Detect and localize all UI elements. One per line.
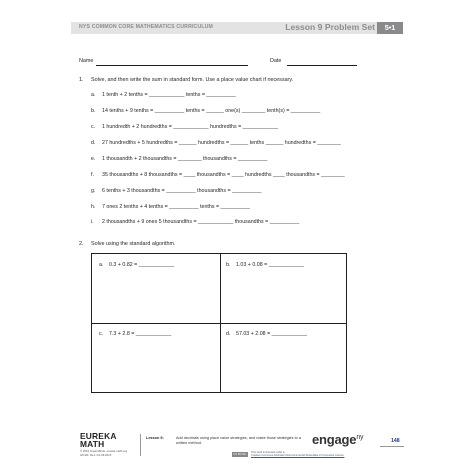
item-h[interactable]: 7 ones 2 tenths + 4 tenths = __________ tenths = __________	[102, 204, 250, 210]
logo-line-2: MATH	[80, 439, 105, 449]
question-1-text: Solve, and then write the sum in standard form. Use a place value chart if necessary.	[91, 77, 294, 83]
item-letter: f.	[91, 172, 94, 178]
item-i[interactable]: 2 thousandths + 9 ones 5 thousandths = ____________ thousandths = __________	[102, 219, 300, 225]
ny-superscript: ny	[356, 434, 364, 441]
item-letter: b.	[91, 108, 96, 114]
logo-line-1: EUREKA	[80, 431, 117, 441]
cell-d[interactable]: 57.03 + 2.08 = ____________	[236, 331, 307, 337]
cell-c[interactable]: 7.3 + 2.8 = ____________	[109, 331, 172, 337]
engageny-logo	[312, 432, 363, 447]
cell-c-letter: c.	[99, 331, 104, 337]
lesson-title: Lesson 9 Problem Set	[285, 22, 375, 32]
item-letter: e.	[91, 156, 96, 162]
cell-d-letter: d.	[226, 331, 231, 337]
cc-license-badge: CC BY-NC-SA	[233, 453, 247, 461]
item-letter: g.	[91, 188, 96, 194]
copyright-line-2: G5-M1-TE-1.3.0-06.2015	[80, 452, 112, 457]
date-label: Date	[270, 58, 282, 64]
module-badge: 5•1	[377, 22, 403, 34]
item-a[interactable]: 1 tenth + 2 tenths = ____________ tenths = __________	[102, 92, 236, 98]
date-field[interactable]	[287, 65, 357, 66]
item-b[interactable]: 14 tenths + 9 tenths = __________ tenths = ______ one(s) ________ tenth(s) = __________	[102, 108, 321, 114]
license-line-1: This work is licensed under a	[251, 451, 285, 454]
copyright	[80, 450, 127, 457]
item-letter: i.	[91, 219, 94, 225]
copyright-line-1: © 2015 Great Minds. eureka-math.org	[80, 449, 128, 453]
license-link[interactable]: Creative Commons Attribution-NonCommercial-ShareAlike 3.0 Unported License.	[251, 454, 345, 458]
item-letter: d.	[91, 140, 96, 146]
item-c[interactable]: 1 hundredth + 2 hundredths = ____________ hundredths = ____________	[102, 124, 278, 130]
item-letter: a.	[91, 92, 96, 98]
question-1-number: 1.	[79, 77, 84, 83]
name-label: Name	[79, 58, 94, 64]
cell-a[interactable]: 0.3 + 0.82 = ____________	[109, 262, 175, 268]
question-2-number: 2.	[79, 241, 84, 247]
page-number: 148	[391, 438, 400, 444]
footer-divider	[140, 434, 141, 456]
item-letter: h.	[91, 204, 96, 210]
answer-grid	[91, 253, 347, 393]
name-field[interactable]	[96, 65, 248, 66]
item-f[interactable]: 35 thousandths + 8 thousandths = ____ thousandths = ____ hundredths ____ thousandths = ________	[102, 172, 345, 178]
cell-b[interactable]: 1.03 + 0.08 = ____________	[236, 262, 305, 268]
item-g[interactable]: 6 tenths + 3 thousandths = __________ thousandths = __________	[102, 188, 262, 194]
page-number-rule	[380, 446, 404, 447]
cell-a-letter: a.	[99, 262, 104, 268]
item-letter: c.	[91, 124, 96, 130]
page-header	[71, 22, 403, 36]
item-e[interactable]: 1 thousandth + 2 thousandths = ________ thousandths = __________	[102, 156, 268, 162]
license-text	[251, 451, 344, 457]
question-2-text: Solve using the standard algorithm.	[91, 241, 176, 247]
cell-b-letter: b.	[226, 262, 231, 268]
engage-text: engage	[312, 432, 357, 447]
curriculum-title: NYS COMMON CORE MATHEMATICS CURRICULUM	[79, 24, 214, 30]
item-d[interactable]: 27 hundredths + 5 hundredths = ______ hundredths = ______ tenths ______ hundredths = ________	[102, 140, 341, 146]
footer-lesson: Lesson 9:	[146, 436, 164, 440]
grid-divider-horizontal	[92, 323, 346, 324]
footer-description: Add decimals using place value strategies, and relate those strategies to a written method.	[176, 436, 301, 445]
eureka-math-logo	[80, 432, 117, 448]
